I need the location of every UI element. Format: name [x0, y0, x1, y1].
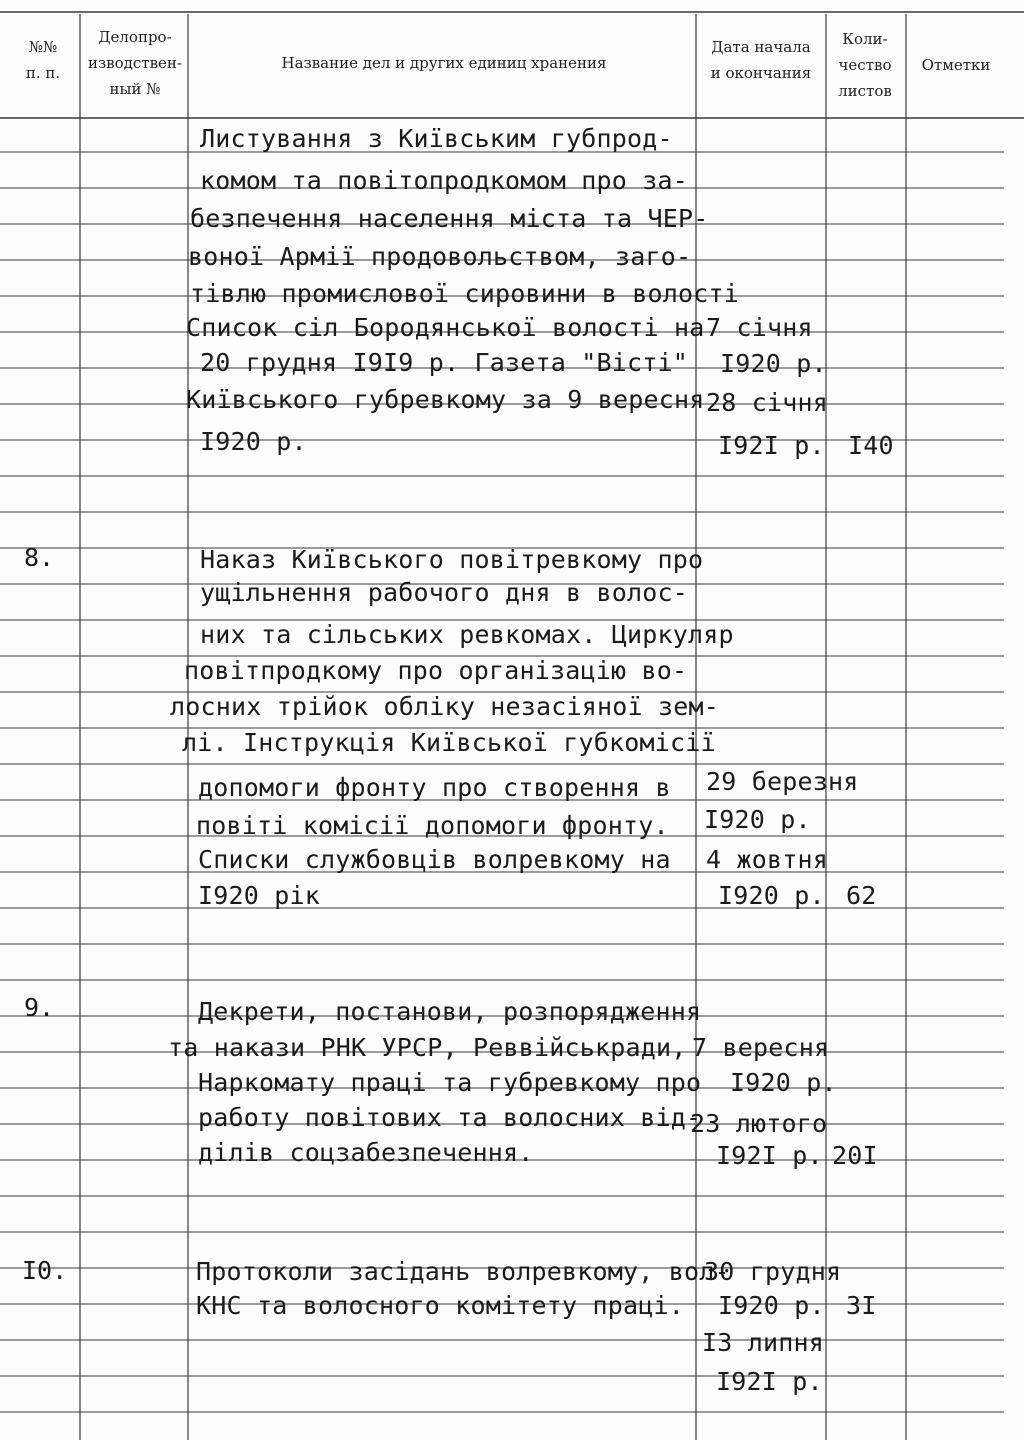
entry-date: I3 липня — [702, 1328, 825, 1357]
entry-line: Наказ Київського повітревкому про — [200, 545, 704, 574]
entry-count: I40 — [848, 431, 894, 460]
header-dates: Дата начала и окончания — [710, 38, 812, 82]
entry-date: 7 вересня — [692, 1033, 830, 1062]
entry-line: воної Армії продовольством, заго- — [188, 242, 692, 271]
entry-date: I920 р. — [730, 1068, 837, 1097]
header-notes: Отметки — [921, 56, 991, 74]
entry-date: 23 лютого — [690, 1109, 828, 1138]
entry-date: 28 січня — [706, 388, 829, 417]
entry-line: та накази РНК УРСР, Реввійськради, — [168, 1033, 687, 1062]
entry-date: I920 р. — [704, 805, 811, 834]
entry-line: повітпродкому про організацію во- — [184, 656, 688, 685]
entry-date: I92I р. — [716, 1367, 823, 1396]
entry-count: 20I — [832, 1141, 878, 1170]
entry-line: лі. Інструкція Київської губкомісії — [182, 728, 716, 757]
entry-line: Протоколи засідань волревкому, вол- — [196, 1257, 730, 1286]
entry-line: работу повітових та волосних від- — [198, 1103, 702, 1132]
header-office-number: Делопро- изводствен- ный № — [88, 28, 182, 98]
entry-date: 30 грудня — [704, 1257, 842, 1286]
entry-line: Списки службовців волревкому на — [198, 845, 671, 874]
entry-date: I920 р. — [720, 349, 827, 378]
header-title: Название дел и других единиц хранения — [281, 54, 607, 72]
entry-count: 3I — [846, 1291, 877, 1320]
entry-line: Наркомату праці та губревкому про — [198, 1068, 702, 1097]
entry-line: безпечення населення міста та ЧЕР- — [190, 204, 709, 233]
entry-line: Київського губревкому за 9 вересня — [186, 385, 705, 414]
entry-number: 9. — [24, 993, 55, 1022]
entry-line: тівлю промислової сировини в волості — [190, 279, 740, 308]
entry-date: I920 р. — [718, 1291, 825, 1320]
entry-line: Декрети, постанови, розпорядження — [198, 997, 702, 1026]
entry-number: 8. — [24, 543, 55, 572]
header-count: Коли- чество листов — [838, 30, 892, 100]
entry-date: 7 січня — [706, 313, 813, 342]
header-num: №№ п. п. — [25, 38, 61, 82]
entry-line: Листування з Київським губпрод- — [200, 124, 673, 153]
entry-line: лосних трійок обліку незасіяної зем- — [170, 692, 720, 721]
entry-line: I920 рік — [198, 881, 321, 910]
entry-line: 20 грудня I9I9 р. Газета "Вісті" — [200, 348, 689, 377]
entry-line: I920 р. — [200, 427, 307, 456]
entry-line: них та сільських ревкомах. Циркуляр — [200, 620, 734, 649]
entry-count: 62 — [846, 881, 877, 910]
entry-date: I92I р. — [718, 431, 825, 460]
entry-number: I0. — [22, 1256, 68, 1285]
entry-line: КНС та волосного комітету праці. — [196, 1291, 685, 1320]
entry-date: I920 р. — [718, 881, 825, 910]
entry-line: повіті комісії допомоги фронту. — [196, 811, 669, 840]
entry-date: 29 березня — [706, 767, 859, 796]
entry-date: 4 жовтня — [706, 845, 829, 874]
entry-line: допомоги фронту про створення в — [198, 773, 671, 802]
entry-date: I92I р. — [716, 1141, 823, 1170]
entry-line: ущільнення рабочого дня в волос- — [200, 578, 689, 607]
entry-line: Список сіл Бородянської волості на — [186, 313, 705, 342]
entry-line: комом та повітопродкомом про за- — [200, 166, 689, 195]
entry-line: ділів соцзабезпечення. — [198, 1138, 534, 1167]
